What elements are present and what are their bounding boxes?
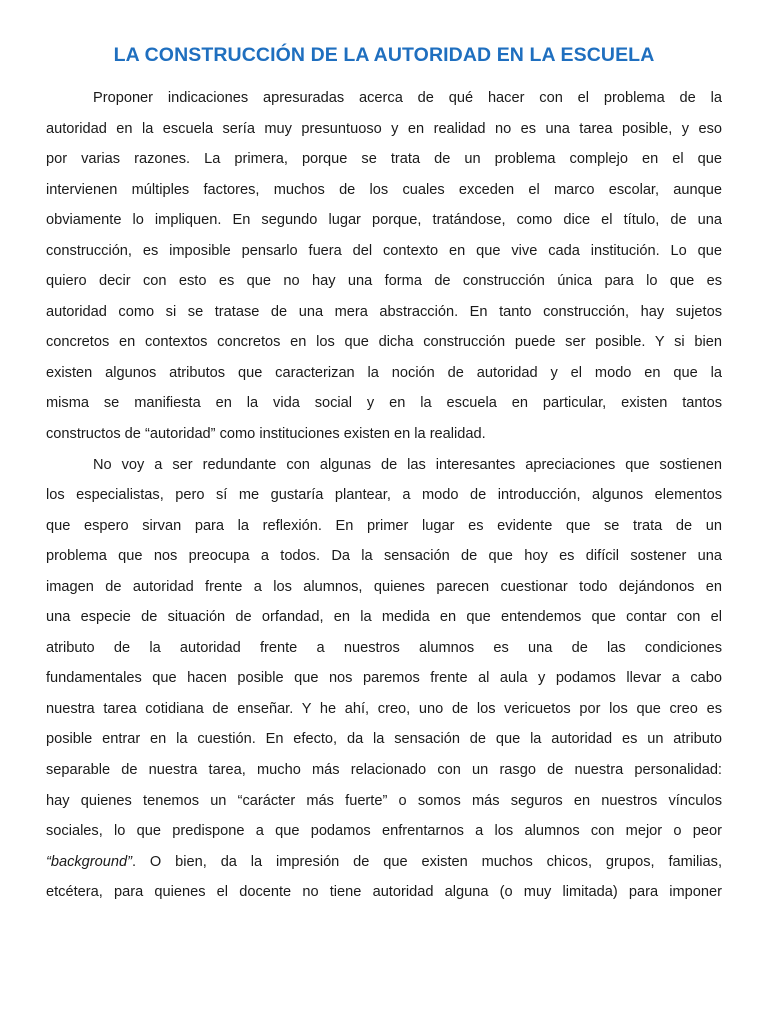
paragraph-line: atributo de la autoridad frente a nuestros alumnos es una de las condiciones <box>46 639 722 656</box>
paragraph-line: una especie de situación de orfandad, en la medida en que entendemos que contar con el <box>46 609 722 626</box>
paragraph-line: obviamente lo impliquen. En segundo lugar porque, tratándose, como dice el título, de una <box>46 212 722 229</box>
paragraph-line: que espero sirvan para la reflexión. En primer lugar es evidente que se trata de un <box>46 517 722 534</box>
paragraph-line: separable de nuestra tarea, mucho más relacionado con un rasgo de nuestra personalidad: <box>46 762 722 779</box>
paragraph-line-with-italic <box>46 847 722 878</box>
paragraph-line: por varias razones. La primera, porque se trata de un problema complejo en el que <box>46 151 722 168</box>
paragraph-1 <box>46 83 722 450</box>
paragraph-line: hay quienes tenemos un “carácter más fuerte” o somos más seguros en nuestros vínculos <box>46 792 722 809</box>
paragraph-line: nuestra tarea cotidiana de enseñar. Y he ahí, creo, uno de los vericuetos por los que creo es <box>46 700 722 717</box>
paragraph-line: autoridad como si se tratase de una mera abstracción. En tanto construcción, hay sujetos <box>46 303 722 320</box>
paragraph-line: quiero decir con esto es que no hay una forma de construcción única para lo que es <box>46 273 722 290</box>
paragraph-line: misma se manifiesta en la vida social y en la escuela en particular, existen tantos <box>46 395 722 412</box>
paragraph-line: autoridad en la escuela sería muy presuntuoso y en realidad no es una tarea posible, y eso <box>46 120 722 137</box>
paragraph-line: No voy a ser redundante con algunas de las interesantes apreciaciones que sostienen <box>93 456 722 473</box>
paragraph-line: Proponer indicaciones apresuradas acerca de qué hacer con el problema de la <box>93 90 722 106</box>
paragraph-line: constructos de “autoridad” como instituciones existen en la realidad. <box>46 426 486 443</box>
paragraph-line-remainder: . O bien, da la impresión de que existen muchos chicos, grupos, familias, <box>132 853 722 870</box>
document-title: LA CONSTRUCCIÓN DE LA AUTORIDAD EN LA ESCUELA <box>113 44 655 66</box>
paragraph-line: los especialistas, pero sí me gustaría plantear, a modo de introducción, algunos elementos <box>46 487 722 504</box>
paragraph-line: construcción, es imposible pensarlo fuera del contexto en que vive cada institución. Lo que <box>46 242 722 259</box>
paragraph-line: intervienen múltiples factores, muchos de los cuales exceden el marco escolar, aunque <box>46 181 722 198</box>
paragraph-line: posible entrar en la cuestión. En efecto, da la sensación de que la autoridad es un atributo <box>46 731 722 748</box>
paragraph-line: imagen de autoridad frente a los alumnos, quienes parecen cuestionar todo dejándonos en <box>46 578 722 595</box>
paragraph-line: sociales, lo que predispone a que podamos enfrentarnos a los alumnos con mejor o peor <box>46 823 722 840</box>
paragraph-line: problema que nos preocupa a todos. Da la sensación de que hoy es difícil sostener una <box>46 548 722 565</box>
paragraph-line: etcétera, para quienes el docente no tiene autoridad alguna (o muy limitada) para imponer <box>46 884 722 901</box>
paragraph-2 <box>46 450 722 908</box>
paragraph-line: existen algunos atributos que caracterizan la noción de autoridad y el modo en que la <box>46 364 722 381</box>
document-page <box>46 44 722 908</box>
italic-term: “background” <box>46 853 132 870</box>
paragraph-line: concretos en contextos concretos en los que dicha construcción puede ser posible. Y si bien <box>46 334 722 351</box>
paragraph-line: fundamentales que hacen posible que nos paremos frente al aula y podamos llevar a cabo <box>46 670 722 687</box>
